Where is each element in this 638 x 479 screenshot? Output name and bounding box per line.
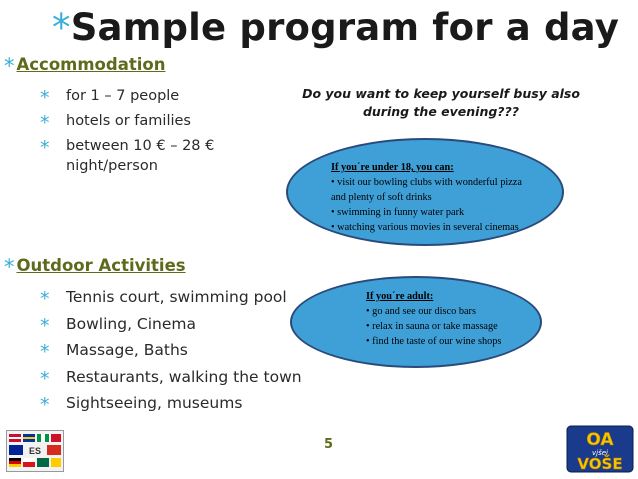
under18-heading: If you´re under 18, you can: — [331, 162, 454, 173]
svg-text:OA: OA — [586, 430, 614, 450]
list-item: * Sightseeing, museums — [40, 394, 243, 416]
page-number: 5 — [324, 437, 334, 452]
svg-text:VOŠE: VOŠE — [577, 455, 623, 473]
list-item-continuation: night/person — [66, 158, 158, 174]
slide-title — [52, 6, 619, 49]
outdoor-heading: * Outdoor Activities — [4, 255, 186, 279]
accommodation-list — [40, 86, 214, 181]
list-item: * Tennis court, swimming pool — [40, 288, 287, 310]
slide-title-text: Sample program for a day — [70, 6, 620, 49]
list-item: * Bowling, Cinema — [40, 314, 197, 337]
list-item: * Massage, Baths — [40, 341, 188, 363]
list-item: * hotels or families — [40, 112, 191, 134]
under18-text: If you´re under 18, you can: • visit our bowling clubs with wonderful pizza and plenty of soft drinks • swimming in funny water park • watching various movies in several cinemas — [331, 162, 522, 233]
list-item: * for 1 – 7 people — [40, 87, 180, 109]
outdoor-list — [40, 287, 302, 420]
adult-text: If you´re adult: • go and see our disco bars • relax in sauna or take massage • find the taste of our wine shops — [366, 291, 502, 347]
evening-question: Do you want to keep yourself busy also during the evening??? — [302, 86, 580, 119]
adult-heading: If you´re adult: — [366, 291, 434, 302]
list-item: * between 10 € – 28 € — [40, 137, 215, 159]
flags-logo-icon — [6, 430, 64, 472]
list-item: * Restaurants, walking the town — [40, 367, 302, 390]
title-bullet: * — [52, 6, 71, 49]
accommodation-heading-text: Accommodation — [16, 55, 166, 74]
outdoor-heading-text: Outdoor Activities — [16, 256, 186, 275]
school-logo-icon — [566, 425, 634, 473]
accommodation-heading: * Accommodation — [4, 54, 166, 78]
svg-text:ES: ES — [28, 446, 42, 456]
svg-text:vjšei: vjšei — [592, 449, 608, 457]
